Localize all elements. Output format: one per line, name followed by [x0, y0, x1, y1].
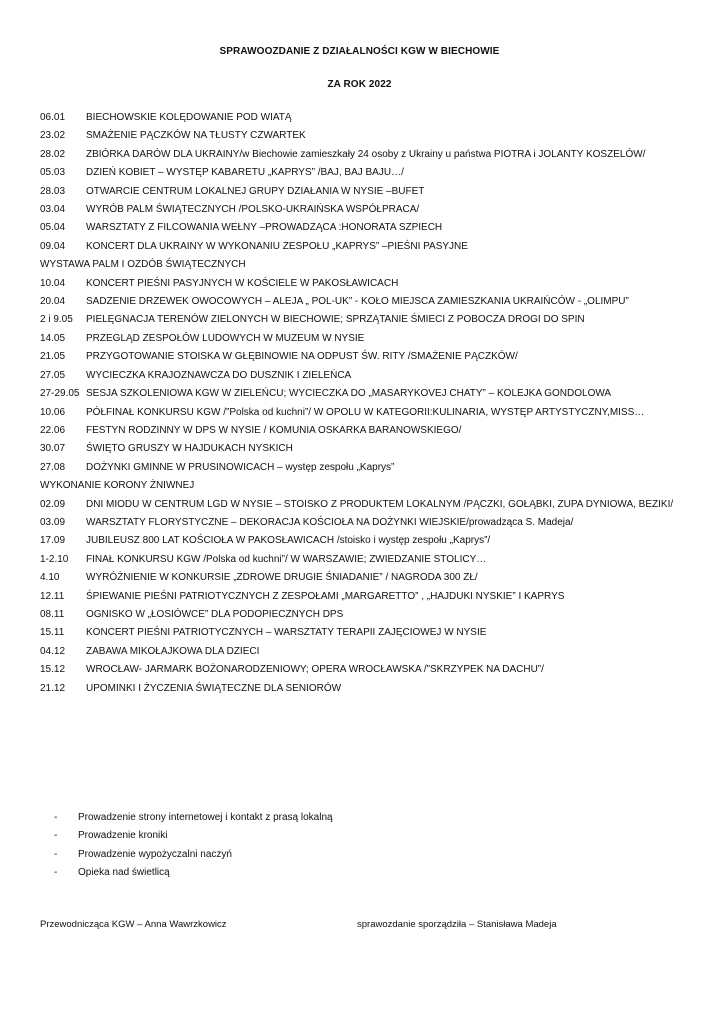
- entry-date: 03.09: [40, 516, 66, 528]
- entry-date: 04.12: [40, 645, 66, 657]
- bullet-item: [54, 864, 654, 882]
- entry-date: 02.09: [40, 498, 66, 510]
- bullet-text: Prowadzenie kroniki: [78, 830, 168, 842]
- entry-date: 21.12: [40, 682, 66, 694]
- entry-text: OTWARCIE CENTRUM LOKALNEJ GRUPY DZIAŁANIA W NYSIE –BUFET: [86, 185, 425, 197]
- bullet-list: [54, 809, 654, 882]
- bullet-item: [54, 846, 654, 864]
- signature-author: sprawozdanie sporządziła – Stanisława Madeja: [357, 919, 557, 930]
- entry-date: 20.04: [40, 296, 66, 308]
- entry-text: KONCERT DLA UKRAINY W WYKONANIU ZESPOŁU „KAPRYS” –PIEŚNI PASYJNE: [86, 240, 468, 252]
- entry-date: 27.08: [40, 461, 66, 473]
- activity-list: [40, 109, 700, 698]
- activity-entry: [40, 311, 700, 329]
- entry-text: ZABAWA MIKOŁAJKOWA DLA DZIECI: [86, 645, 260, 657]
- entry-date: 15.11: [40, 627, 65, 639]
- entry-text: SADZENIE DRZEWEK OWOCOWYCH – ALEJA „ POL-UK” - KOŁO MIEJSCA ZAMIESZKANIA UKRAIŃCÓW - „OLIMPU”: [86, 296, 629, 308]
- activity-entry: [40, 477, 700, 495]
- entry-date: 22.06: [40, 424, 66, 436]
- entry-date: 12.11: [40, 590, 65, 602]
- entry-text: ŚPIEWANIE PIEŚNI PATRIOTYCZNYCH Z ZESPOŁAMI „MARGARETTO” , „HAJDUKI NYSKIE” I KAPRYS: [86, 590, 565, 602]
- entry-text: KONCERT PIEŚNI PATRIOTYCZNYCH – WARSZTATY TERAPII ZAJĘCIOWEJ W NYSIE: [86, 627, 487, 639]
- bullet-text: Prowadzenie strony internetowej i kontakt z prasą lokalną: [78, 812, 333, 823]
- entry-text: PÓŁFINAŁ KONKURSU KGW /”Polska od kuchni”/ W OPOLU W KATEGORII:KULINARIA, WYSTĘP ARTYSTYCZNY,MISS…: [86, 406, 645, 418]
- entry-date: 05.03: [40, 167, 66, 179]
- activity-entry: [40, 293, 700, 311]
- entry-text: ŚWIĘTO GRUSZY W HAJDUKACH NYSKICH: [86, 443, 293, 455]
- entry-date: 23.02: [40, 130, 66, 142]
- activity-entry: [40, 532, 700, 550]
- document-subtitle: ZA ROK 2022: [327, 79, 392, 90]
- activity-entry: [40, 109, 700, 127]
- entry-text: WARSZTATY Z FILCOWANIA WEŁNY –PROWADZĄCA :HONORATA SZPIECH: [86, 222, 443, 234]
- activity-entry: [40, 624, 700, 642]
- entry-text: WROCŁAW- JARMARK BOŻONARODZENIOWY; OPERA WROCŁAWSKA /”SKRZYPEK NA DACHU”/: [86, 664, 544, 676]
- bullet-dash: -: [54, 830, 58, 842]
- entry-text: UPOMINKI I ŻYCZENIA ŚWIĄTECZNE DLA SENIORÓW: [86, 682, 342, 694]
- document-title: SPRAWOOZDANIE Z DZIAŁALNOŚCI KGW W BIECHOWIE: [219, 46, 500, 57]
- activity-entry: [40, 459, 700, 477]
- entry-text: WYRÓB PALM ŚWIĄTECZNYCH /POLSKO-UKRAIŃSKA WSPÓŁPRACA/: [86, 204, 420, 216]
- entry-date: 05.04: [40, 222, 66, 234]
- entry-date: 10.06: [40, 406, 66, 418]
- activity-entry: [40, 219, 700, 237]
- activity-entry: [40, 569, 700, 587]
- entry-text: WARSZTATY FLORYSTYCZNE – DEKORACJA KOŚCIOŁA NA DOŻYNKI WIEJSKIE/prowadząca S. Madeja/: [86, 516, 574, 528]
- activity-entry: [40, 643, 700, 661]
- activity-entry: [40, 238, 700, 256]
- activity-entry: [40, 606, 700, 624]
- entry-text: DOŻYNKI GMINNE W PRUSINOWICACH – występ zespołu „Kaprys”: [86, 461, 395, 473]
- entry-date: 08.11: [40, 608, 65, 620]
- bullet-text: Opieka nad świetlicą: [78, 866, 170, 878]
- entry-text: WYCIECZKA KRAJOZNAWCZA DO DUSZNIK I ZIELEŃCA: [86, 369, 352, 381]
- entry-date: 1-2.10: [40, 553, 69, 565]
- signature-chairwoman: Przewodnicząca KGW – Anna Wawrzkowicz: [40, 919, 227, 930]
- entry-date: 06.01: [40, 112, 66, 123]
- activity-entry: [40, 330, 700, 348]
- bullet-dash: -: [54, 812, 58, 823]
- activity-entry: [40, 440, 700, 458]
- entry-text: FESTYN RODZINNY W DPS W NYSIE / KOMUNIA OSKARKA BARANOWSKIEGO/: [86, 424, 462, 436]
- entry-text: WYKONANIE KORONY ŻNIWNEJ: [40, 480, 195, 492]
- entry-text: SESJA SZKOLENIOWA KGW W ZIELEŃCU; WYCIECZKA DO „MASARYKOVEJ CHATY” – KOLEJKA GONDOLOWA: [86, 388, 612, 400]
- activity-entry: [40, 256, 700, 274]
- activity-entry: [40, 127, 700, 145]
- activity-entry: [40, 514, 700, 532]
- entry-text: KONCERT PIEŚNI PASYJNYCH W KOŚCIELE W PAKOSŁAWICACH: [86, 277, 399, 289]
- entry-date: 27-29.05: [40, 388, 80, 400]
- activity-entry: [40, 404, 700, 422]
- bullet-text: Prowadzenie wypożyczalni naczyń: [78, 848, 232, 860]
- bullet-dash: -: [54, 848, 58, 860]
- activity-entry: [40, 422, 700, 440]
- entry-date: 21.05: [40, 351, 66, 363]
- entry-date: 27.05: [40, 369, 66, 381]
- bullet-dash: -: [54, 866, 58, 878]
- entry-text: FINAŁ KONKURSU KGW /Polska od kuchni”/ W WARSZAWIE; ZWIEDZANIE STOLICY…: [86, 553, 487, 565]
- entry-text: PRZEGLĄD ZESPOŁÓW LUDOWYCH W MUZEUM W NYSIE: [86, 332, 365, 344]
- entry-date: 09.04: [40, 240, 66, 252]
- activity-entry: [40, 661, 700, 679]
- entry-date: 10.04: [40, 277, 66, 289]
- entry-date: 4.10: [40, 572, 60, 584]
- activity-entry: [40, 588, 700, 606]
- activity-entry: [40, 551, 700, 569]
- entry-text: ZBIÓRKA DARÓW DLA UKRAINY/w Biechowie zamieszkały 24 osoby z Ukrainy u państwa PIOTRA i JOLANTY KOSZELÓW/: [86, 148, 646, 160]
- entry-text: OGNISKO W „ŁOSIÓWCE” DLA PODOPIECZNYCH DPS: [86, 608, 344, 620]
- entry-text: BIECHOWSKIE KOLĘDOWANIE POD WIATĄ: [86, 112, 292, 123]
- entry-date: 2 i 9.05: [40, 314, 73, 326]
- entry-date: 28.02: [40, 148, 66, 160]
- entry-text: PIELĘGNACJA TERENÓW ZIELONYCH W BIECHOWIE; SPRZĄTANIE ŚMIECI Z POBOCZA DROGI DO SPIN: [86, 314, 585, 326]
- activity-entry: [40, 146, 700, 164]
- entry-text: WYRÓŻNIENIE W KONKURSIE „ZDROWE DRUGIE ŚNIADANIE” / NAGRODA 300 ZŁ/: [86, 572, 478, 584]
- entry-date: 14.05: [40, 332, 66, 344]
- activity-entry: [40, 183, 700, 201]
- entry-text: DZIEŃ KOBIET – WYSTĘP KABARETU „KAPRYS” /BAJ, BAJ BAJU…/: [86, 167, 404, 179]
- activity-entry: [40, 496, 700, 514]
- entry-date: 03.04: [40, 204, 66, 216]
- activity-entry: [40, 680, 700, 698]
- entry-text: SMAŻENIE PĄCZKÓW NA TŁUSTY CZWARTEK: [86, 130, 306, 142]
- activity-entry: [40, 385, 700, 403]
- bullet-item: [54, 809, 654, 827]
- activity-entry: [40, 348, 700, 366]
- entry-text: WYSTAWA PALM I OZDÓB ŚWIĄTECZNYCH: [40, 259, 246, 271]
- entry-text: PRZYGOTOWANIE STOISKA W GŁĘBINOWIE NA ODPUST ŚW. RITY /SMAŻENIE PĄCZKÓW/: [86, 351, 518, 363]
- activity-entry: [40, 367, 700, 385]
- entry-date: 15.12: [40, 664, 66, 676]
- bullet-item: [54, 827, 654, 845]
- entry-text: JUBILEUSZ 800 LAT KOŚCIOŁA W PAKOSŁAWICACH /stoisko i występ zespołu „Kaprys”/: [86, 535, 491, 547]
- entry-date: 30.07: [40, 443, 66, 455]
- activity-entry: [40, 201, 700, 219]
- entry-date: 28.03: [40, 185, 66, 197]
- entry-date: 17.09: [40, 535, 66, 547]
- entry-text: DNI MIODU W CENTRUM LGD W NYSIE – STOISKO Z PRODUKTEM LOKALNYM /PĄCZKI, GOŁĄBKI, ZUPA DYNIOWA, BEZIKI/: [86, 498, 674, 510]
- activity-entry: [40, 164, 700, 182]
- activity-entry: [40, 275, 700, 293]
